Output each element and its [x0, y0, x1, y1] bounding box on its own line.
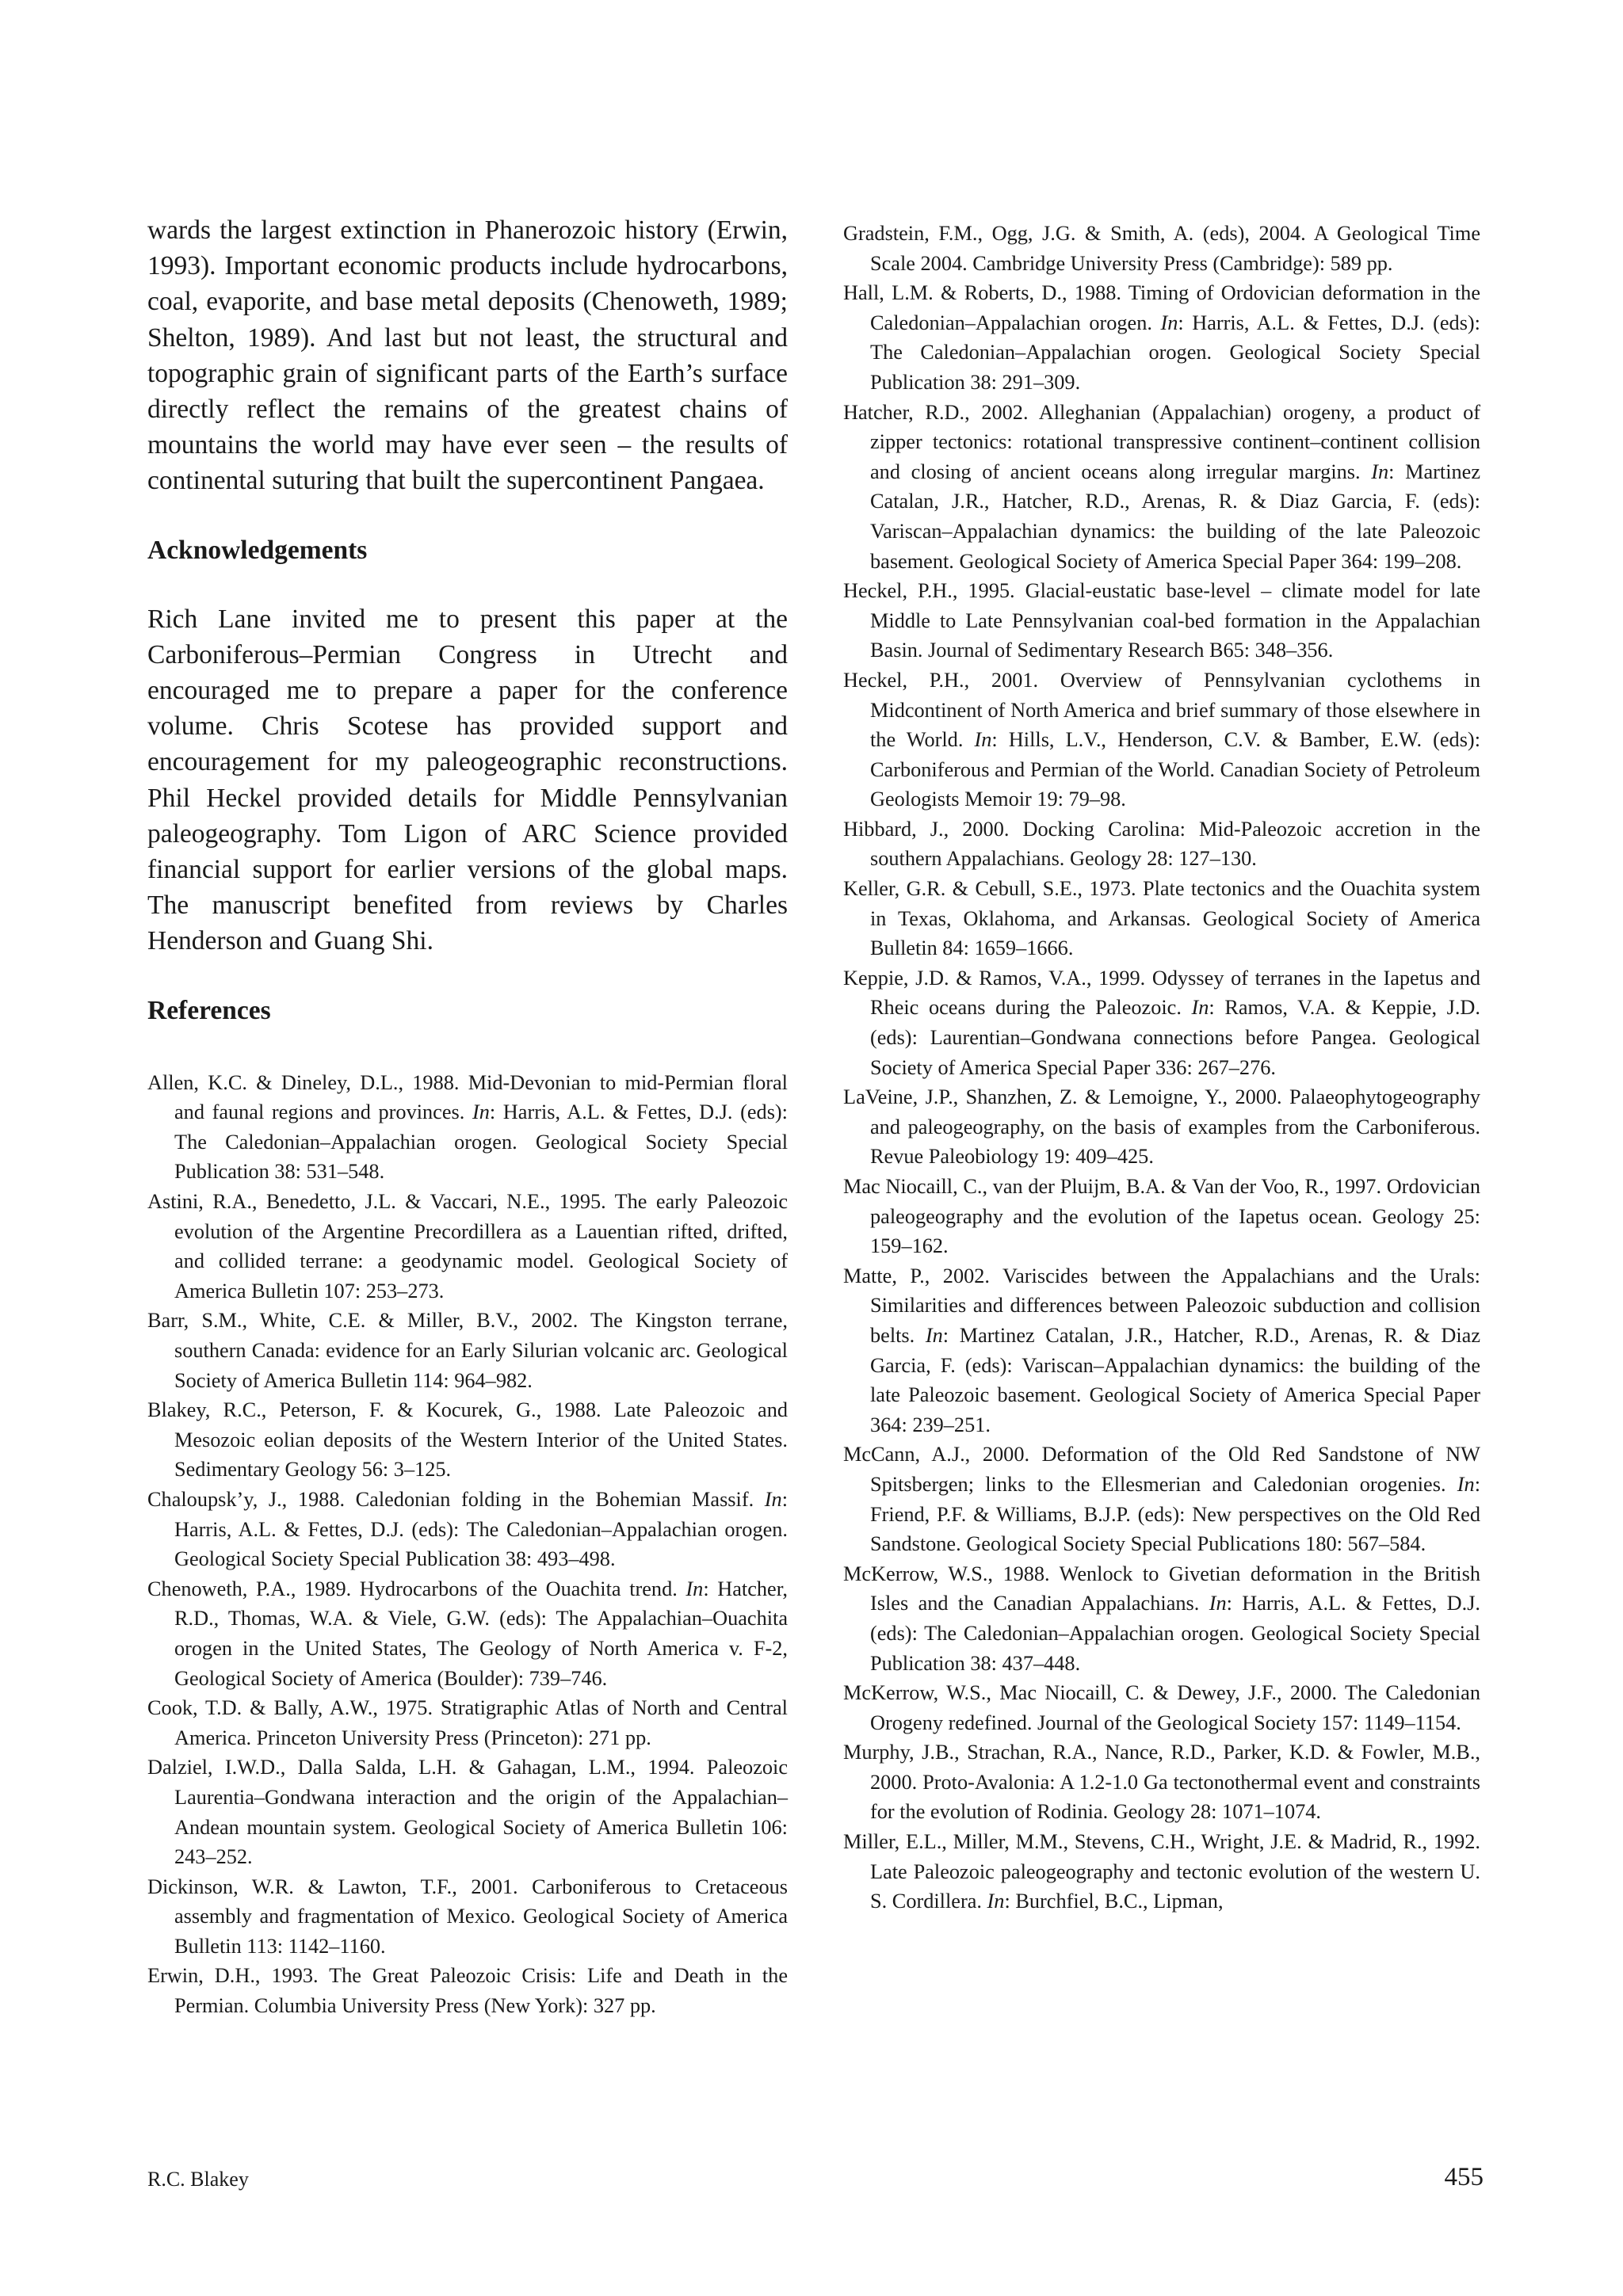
- reference-entry: McCann, A.J., 2000. Deformation of the Old Red Sandstone of NW Spitsbergen; links to the Ellesmerian and Caledonian orogenies. In: Friend, P.F. & Williams, B.J.P. (eds): New perspectives on the Old Red Sandstone. Geological Society Special Publications 180: 567–584.: [843, 1443, 1480, 1556]
- intro-paragraph: wards the largest extinction in Phanerozoic history (Erwin, 1993). Important economic products include hydrocarbons, coal, evaporite, and base metal deposits (Chenoweth, 1989; Shelton, 1989). And last but not least, the structural and topographic grain of significant parts of the Earth’s surface directly reflect the remains of the greatest chains of mountains the world may have ever seen – the results of continental suturing that built the supercontinent Pangaea.: [147, 215, 788, 496]
- reference-entry: Heckel, P.H., 1995. Glacial-eustatic base-level – climate model for late Middle to Late Pennsylvanian coal-bed formation in the Appalachian Basin. Journal of Sedimentary Research B65: 348–356.: [843, 579, 1480, 662]
- page-number: 455: [1444, 2163, 1484, 2191]
- reference-entry: Cook, T.D. & Bally, A.W., 1975. Stratigraphic Atlas of North and Central America. Princeton University Press (Princeton): 271 pp.: [147, 1696, 788, 1749]
- references-heading: References: [147, 995, 271, 1025]
- reference-entry: Keller, G.R. & Cebull, S.E., 1973. Plate tectonics and the Ouachita system in Texas, Oklahoma, and Arkansas. Geological Society of America Bulletin 84: 1659–1666.: [843, 877, 1480, 960]
- reference-entry: Barr, S.M., White, C.E. & Miller, B.V., 2002. The Kingston terrane, southern Canada: evidence for an Early Silurian volcanic arc. Geological Society of America Bulletin 114: 964–982.: [147, 1309, 788, 1392]
- reference-entry: McKerrow, W.S., 1988. Wenlock to Givetian deformation in the British Isles and the Canadian Appalachians. In: Harris, A.L. & Fettes, D.J. (eds): The Caledonian–Appalachian orogen. Geological Society Special Publication 38: 437–448.: [843, 1562, 1480, 1675]
- footer-author: R.C. Blakey: [147, 2168, 249, 2191]
- reference-entry: Miller, E.L., Miller, M.M., Stevens, C.H., Wright, J.E. & Madrid, R., 1992. Late Paleozoic paleogeography and tectonic evolution of the western U. S. Cordillera. In: Burchfiel, B.C., Lipman,: [843, 1830, 1480, 1913]
- reference-entry: Blakey, R.C., Peterson, F. & Kocurek, G., 1988. Late Paleozoic and Mesozoic eolian deposits of the Western Interior of the United States. Sedimentary Geology 56: 3–125.: [147, 1398, 788, 1482]
- reference-entry: Chenoweth, P.A., 1989. Hydrocarbons of the Ouachita trend. In: Hatcher, R.D., Thomas, W.A. & Viele, G.W. (eds): The Appalachian–Ouachita orogen in the United States, The Geology of North America v. F-2, Geological Society of America (Boulder): 739–746.: [147, 1577, 788, 1690]
- reference-entry: Dickinson, W.R. & Lawton, T.F., 2001. Carboniferous to Cretaceous assembly and fragmentation of Mexico. Geological Society of America Bulletin 113: 1142–1160.: [147, 1875, 788, 1958]
- reference-entry: Hall, L.M. & Roberts, D., 1988. Timing of Ordovician deformation in the Caledonian–Appalachian orogen. In: Harris, A.L. & Fettes, D.J. (eds): The Caledonian–Appalachian orogen. Geological Society Special Publication 38: 291–309.: [843, 281, 1480, 394]
- reference-entry: Astini, R.A., Benedetto, J.L. & Vaccari, N.E., 1995. The early Paleozoic evolution of the Argentine Precordillera as a Lauentian rifted, drifted, and collided terrane: a geodynamic model. Geological Society of America Bulletin 107: 253–273.: [147, 1190, 788, 1302]
- reference-entry: Hatcher, R.D., 2002. Alleghanian (Appalachian) orogeny, a product of zipper tectonics: rotational transpressive continent–continent collision and closing of ancient oceans along irregular margins. In: Martinez Catalan, J.R., Hatcher, R.D., Arenas, R. & Diaz Garcia, F. (eds): Variscan–Appalachian dynamics: the building of the late Paleozoic basement. Geological Society of America Special Paper 364: 199–208.: [843, 400, 1481, 573]
- right-column: [843, 219, 1480, 1917]
- reference-entry: Gradstein, F.M., Ogg, J.G. & Smith, A. (eds), 2004. A Geological Time Scale 2004. Cambridge University Press (Cambridge): 589 pp.: [843, 222, 1480, 275]
- reference-entry: Murphy, J.B., Strachan, R.A., Nance, R.D., Parker, K.D. & Fowler, M.B., 2000. Proto-Avalonia: A 1.2-1.0 Ga tectonothermal event and constraints for the evolution of Rodinia. Geology 28: 1071–1074.: [843, 1741, 1480, 1824]
- reference-entry: Chaloupsk’y, J., 1988. Caledonian folding in the Bohemian Massif. In: Harris, A.L. & Fettes, D.J. (eds): The Caledonian–Appalachian orogen. Geological Society Special Publication 38: 493–498.: [147, 1487, 788, 1571]
- left-column: [147, 212, 788, 2021]
- reference-entry: Hibbard, J., 2000. Docking Carolina: Mid-Paleozoic accretion in the southern Appalachians. Geology 28: 127–130.: [843, 817, 1480, 871]
- reference-entry: Erwin, D.H., 1993. The Great Paleozoic Crisis: Life and Death in the Permian. Columbia University Press (New York): 327 pp.: [147, 1964, 788, 2018]
- reference-list-left: [147, 1068, 788, 2021]
- reference-entry: McKerrow, W.S., Mac Niocaill, C. & Dewey, J.F., 2000. The Caledonian Orogeny redefined. Journal of the Geological Society 157: 1149–1154.: [843, 1681, 1480, 1734]
- reference-entry: Allen, K.C. & Dineley, D.L., 1988. Mid-Devonian to mid-Permian floral and faunal regions and provinces. In: Harris, A.L. & Fettes, D.J. (eds): The Caledonian–Appalachian orogen. Geological Society Special Publication 38: 531–548.: [147, 1070, 788, 1184]
- reference-entry: LaVeine, J.P., Shanzhen, Z. & Lemoigne, Y., 2000. Palaeophytogeography and paleogeography, on the basis of examples from the Carboniferous. Revue Paleobiology 19: 409–425.: [843, 1085, 1480, 1169]
- reference-list-right: [843, 219, 1480, 1917]
- reference-entry: Heckel, P.H., 2001. Overview of Pennsylvanian cyclothems in Midcontinent of North America and brief summary of those elsewhere in the World. In: Hills, L.V., Henderson, C.V. & Bamber, E.W. (eds): Carboniferous and Permian of the World. Canadian Society of Petroleum Geologists Memoir 19: 79–98.: [843, 668, 1480, 811]
- reference-entry: Matte, P., 2002. Variscides between the Appalachians and the Urals: Similarities and differences between Paleozoic subduction and collision belts. In: Martinez Catalan, J.R., Hatcher, R.D., Arenas, R. & Diaz Garcia, F. (eds): Variscan–Appalachian dynamics: the building of the late Paleozoic basement. Geological Society of America Special Paper 364: 239–251.: [843, 1264, 1480, 1436]
- acknowledgements-paragraph: Rich Lane invited me to present this paper at the Carboniferous–Permian Congress in Utrecht and encouraged me to prepare a paper for the conference volume. Chris Scotese has provided support and encouragement for my paleogeographic reconstructions. Phil Heckel provided details for Middle Pennsylvanian paleogeography. Tom Ligon of ARC Science provided financial support for earlier versions of the global maps. The manuscript benefited from reviews by Charles Henderson and Guang Shi.: [147, 604, 788, 956]
- reference-entry: Mac Niocaill, C., van der Pluijm, B.A. & Van der Voo, R., 1997. Ordovician paleogeography and the evolution of the Iapetus ocean. Geology 25: 159–162.: [843, 1175, 1480, 1258]
- reference-entry: Dalziel, I.W.D., Dalla Salda, L.H. & Gahagan, L.M., 1994. Paleozoic Laurentia–Gondwana interaction and the origin of the Appalachian–Andean mountain system. Geological Society of America Bulletin 106: 243–252.: [147, 1756, 788, 1869]
- acknowledgements-heading: Acknowledgements: [147, 535, 368, 565]
- reference-entry: Keppie, J.D. & Ramos, V.A., 1999. Odyssey of terranes in the Iapetus and Rheic oceans during the Paleozoic. In: Ramos, V.A. & Keppie, J.D. (eds): Laurentian–Gondwana connections before Pangea. Geological Society of America Special Paper 336: 267–276.: [843, 966, 1480, 1079]
